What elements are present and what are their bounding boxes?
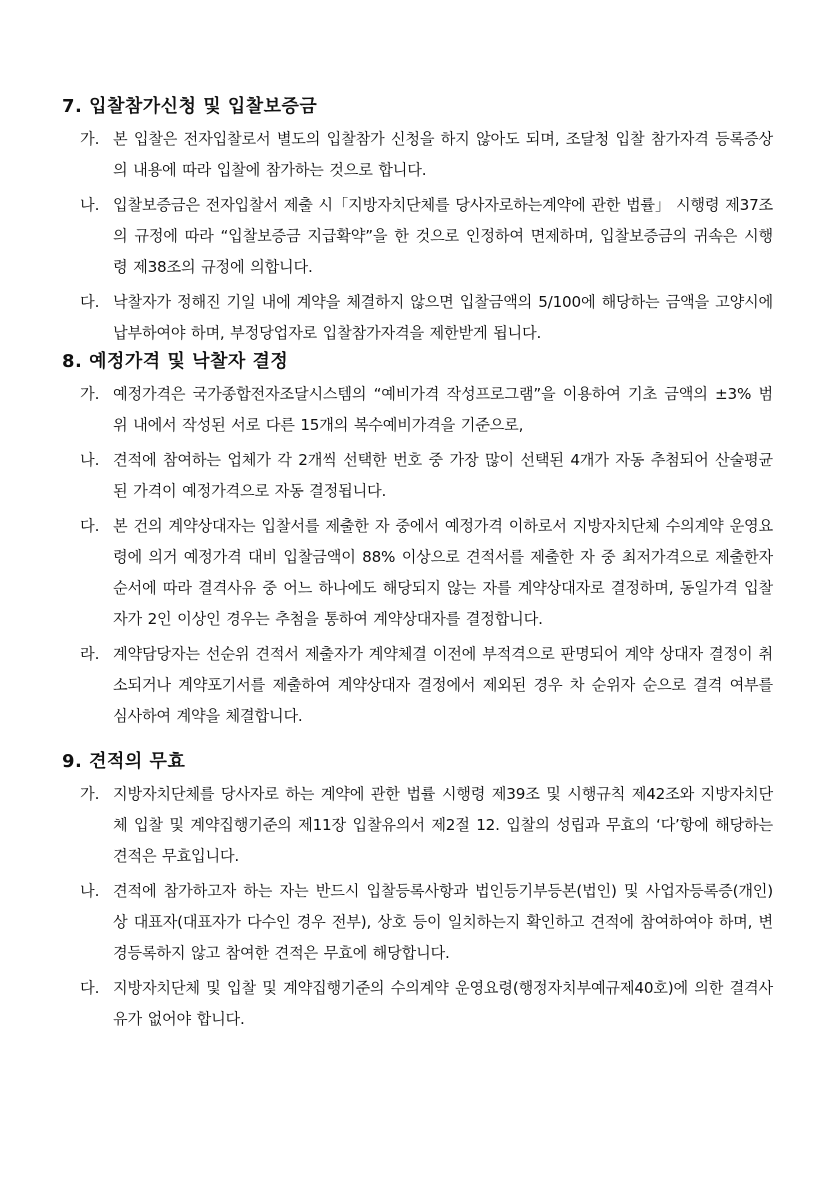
item-marker: 나. [80,196,100,214]
section-heading: 7. 입찰참가신청 및 입찰보증금 [62,96,318,117]
section-heading: 9. 견적의 무효 [62,751,186,772]
list-item [62,876,792,969]
item-text: 입찰보증금은 전자입찰서 제출 시「지방자치단체를 당사자로하는계약에 관한 법률」 시행령 제37조의 규정에 따라 “입찰보증금 지급확약”을 한 것으로 인정하여 면제하며, 입찰보증금의 귀속은 시행령 제38조의 규정에 의합니다. [113,196,773,276]
list-item [62,379,792,441]
list-item [62,639,792,732]
item-text: 견적에 참여하는 업체가 각 2개씩 선택한 번호 중 가장 많이 선택된 4개가 자동 추첨되어 산술평균 된 가격이 예정가격으로 자동 결정됩니다. [113,451,773,500]
item-marker: 나. [80,451,100,469]
list-item [62,445,792,507]
section-estimated-price [62,349,792,732]
item-text: 견적에 참가하고자 하는 자는 반드시 입찰등록사항과 법인등기부등본(법인) 및 사업자등록증(개인)상 대표자(대표자가 다수인 경우 전부), 상호 등이 일치하는지 확인하고 견적에 참여하여야 하며, 변경등록하지 않고 참여한 견적은 무효에 해당합니다. [113,882,773,962]
item-text: 본 입찰은 전자입찰로서 별도의 입찰참가 신청을 하지 않아도 되며, 조달청 입찰 참가자격 등록증상의 내용에 따라 입찰에 참가하는 것으로 합니다. [113,130,773,179]
section-bid-application [62,94,792,349]
list-item [62,511,792,635]
item-marker: 다. [80,293,100,311]
item-marker: 가. [80,785,100,803]
list-item [62,124,792,186]
item-marker: 나. [80,882,100,900]
section-invalid-estimate [62,749,792,1035]
item-marker: 다. [80,979,100,997]
list-item [62,779,792,872]
item-text: 지방자치단체 및 입찰 및 계약집행기준의 수의계약 운영요령(행정자치부예규제40호)에 의한 결격사유가 없어야 합니다. [113,979,773,1028]
item-text: 계약담당자는 선순위 견적서 제출자가 계약체결 이전에 부적격으로 판명되어 계약 상대자 결정이 취소되거나 계약포기서를 제출하여 계약상대자 결정에서 제외된 경우 차 순위자 순으로 결격 여부를 심사하여 계약을 체결합니다. [113,645,773,725]
list-item [62,973,792,1035]
list-item [62,287,792,349]
list-item [62,190,792,283]
item-text: 본 건의 계약상대자는 입찰서를 제출한 자 중에서 예정가격 이하로서 지방자치단체 수의계약 운영요령에 의거 예정가격 대비 입찰금액이 88% 이상으로 견적서를 제출한 자 중 최저가격으로 제출한자 순서에 따라 결격사유 중 어느 하나에도 해당되지 않는 자를 계약상대자로 결정하며, 동일가격 입찰자가 2인 이상인 경우는 추첨을 통하여 계약상대자를 결정합니다. [113,517,773,628]
item-marker: 라. [80,645,100,663]
item-text: 낙찰자가 정해진 기일 내에 계약을 체결하지 않으면 입찰금액의 5/100에 해당하는 금액을 고양시에 납부하여야 하며, 부정당업자로 입찰참가자격을 제한받게 됩니다. [113,293,773,342]
item-marker: 가. [80,130,100,148]
section-heading: 8. 예정가격 및 낙찰자 결정 [62,351,289,372]
item-text: 지방자치단체를 당사자로 하는 계약에 관한 법률 시행령 제39조 및 시행규칙 제42조와 지방자치단체 입찰 및 계약집행기준의 제11장 입찰유의서 제2절 12. 입찰의 성립과 무효의 ‘다’항에 해당하는 견적은 무효입니다. [113,785,773,865]
item-marker: 다. [80,517,100,535]
item-marker: 가. [80,385,100,403]
item-text: 예정가격은 국가종합전자조달시스템의 “예비가격 작성프로그램”을 이용하여 기초 금액의 ±3% 범위 내에서 작성된 서로 다른 15개의 복수예비가격을 기준으로, [113,385,773,434]
